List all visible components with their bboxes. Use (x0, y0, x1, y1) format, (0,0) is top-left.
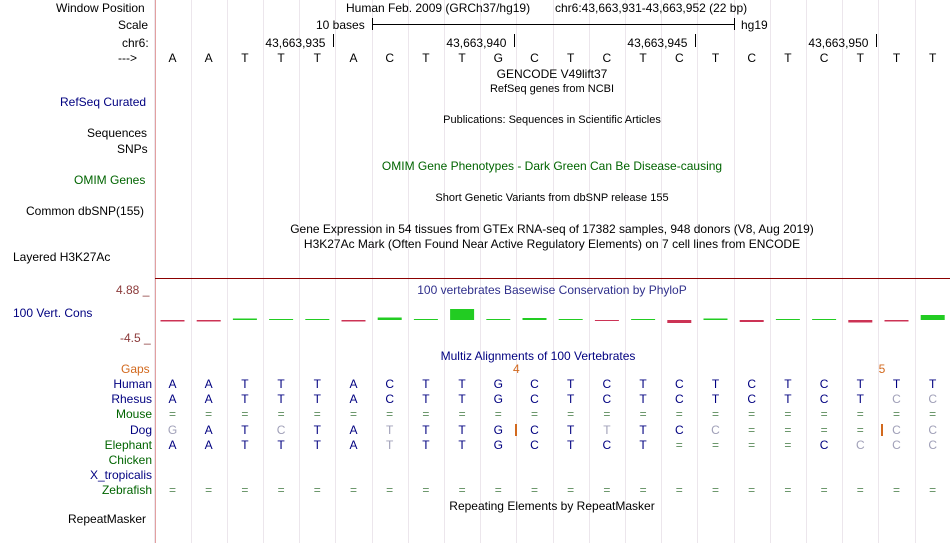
scale-bar-right-cap (734, 18, 735, 30)
phylop-bar (667, 320, 691, 323)
alignment-base: A (168, 377, 177, 391)
alignment-base: T (313, 392, 321, 407)
alignment-base: = (386, 407, 394, 422)
scale-db: hg19 (741, 18, 768, 32)
label-snps[interactable]: SNPs (117, 142, 148, 156)
base-letter: C (674, 51, 684, 65)
alignment-base: T (639, 377, 647, 391)
alignment-base: C (530, 392, 539, 407)
alignment-base: C (385, 377, 395, 391)
phylop-bar (559, 319, 583, 320)
alignment-base: T (856, 392, 864, 407)
alignment-base: = (675, 407, 683, 422)
alignment-base: = (458, 483, 466, 498)
coord-tick-mark (876, 34, 877, 47)
alignment-base: T (567, 392, 575, 407)
alignment-base: = (313, 407, 321, 422)
phylop-description: 100 vertebrates Basewise Conservation by PhyloP (417, 283, 687, 297)
phylop-bar (921, 315, 945, 320)
alignment-base: T (386, 437, 394, 452)
alignment-base: = (929, 483, 937, 498)
label-refseq[interactable]: RefSeq Curated (60, 95, 147, 109)
base-letter: C (385, 51, 395, 65)
phylop-bar (486, 319, 510, 320)
alignment-base: = (675, 483, 683, 498)
species-label[interactable]: Elephant (104, 437, 152, 452)
alignment-base: = (422, 483, 430, 498)
alignment-base: T (711, 377, 720, 391)
alignment-base: T (458, 437, 466, 452)
base-letter: T (784, 51, 792, 65)
phylop-bar (740, 320, 764, 322)
alignment-base: T (567, 377, 575, 391)
scale-bar-left-cap (372, 18, 373, 30)
alignment-base: T (241, 437, 249, 452)
position-title: chr6:43,663,931-43,663,952 (22 bp) (555, 1, 748, 15)
alignment-base: C (892, 422, 901, 437)
coord-tick-label: 43,663,950 (808, 36, 869, 50)
coord-tick-mark (514, 34, 515, 47)
alignment-base: C (530, 422, 539, 437)
alignment-base: T (241, 392, 249, 407)
grid-line (842, 0, 843, 543)
alignment-base: C (819, 437, 829, 452)
alignment-base: = (241, 407, 249, 422)
label-sequences[interactable]: Sequences (87, 126, 148, 140)
alignment-base: = (675, 437, 683, 452)
alignment-base: = (856, 422, 864, 437)
alignment-base: T (458, 377, 466, 391)
alignment-base: A (349, 377, 358, 391)
phylop-bar (378, 318, 402, 321)
alignment-base: = (748, 437, 756, 452)
alignment-base: = (567, 483, 575, 498)
refseq-description: RefSeq genes from NCBI (489, 83, 615, 95)
omim-description: OMIM Gene Phenotypes - Dark Green Can Be Disease-causing (381, 159, 723, 173)
alignment-base: = (205, 483, 213, 498)
phylop-bar (342, 320, 366, 322)
alignment-base: T (784, 377, 792, 391)
alignment-base: = (422, 407, 430, 422)
phylop-bar (450, 309, 474, 320)
alignment-base: T (277, 437, 285, 452)
label-window-position: Window Position (56, 1, 145, 15)
alignment-base: = (494, 483, 502, 498)
alignment-base: T (313, 377, 321, 391)
base-letter: A (349, 51, 358, 65)
alignment-base: = (929, 407, 937, 422)
alignment-base: A (349, 437, 358, 452)
grid-line (227, 0, 228, 543)
alignment-base: T (422, 437, 430, 452)
alignment-base: C (928, 392, 938, 407)
alignment-base: = (856, 483, 864, 498)
assembly-title: Human Feb. 2009 (GRCh37/hg19) (346, 1, 531, 15)
label-phylop-min: -4.5 _ (120, 331, 151, 345)
alignment-base: = (784, 483, 792, 498)
base-letter: T (929, 51, 937, 65)
phylop-bar (233, 319, 257, 321)
alignment-base: T (241, 422, 249, 437)
species-label[interactable]: Zebrafish (101, 483, 152, 498)
label-omim[interactable]: OMIM Genes (74, 173, 146, 187)
alignment-base: = (820, 483, 828, 498)
gap-bar (881, 424, 883, 436)
alignment-base: C (602, 392, 612, 407)
species-label[interactable]: Mouse (115, 407, 152, 422)
alignment-base: C (385, 392, 395, 407)
alignment-base: T (277, 377, 285, 391)
species-label[interactable]: Dog (129, 422, 152, 437)
alignment-base: = (349, 407, 358, 422)
alignment-base: T (711, 392, 720, 407)
base-letter: T (639, 51, 647, 65)
phylop-bar (812, 319, 836, 320)
alignment-base: C (530, 377, 539, 391)
alignment-base: A (349, 392, 358, 407)
grid-line (263, 0, 264, 543)
alignment-base: = (784, 422, 792, 437)
gtex-description: Gene Expression in 54 tissues from GTEx RNA-seq of 17382 samples, 948 donors (V8, Aug 2019) (290, 222, 814, 236)
base-letter: C (602, 51, 612, 65)
alignment-base: T (603, 422, 611, 437)
coord-tick-label: 43,663,940 (446, 36, 507, 50)
alignment-base: T (277, 392, 285, 407)
label-gaps: Gaps (121, 362, 150, 376)
alignment-base: T (313, 422, 321, 437)
repeatmasker-description: Repeating Elements by RepeatMasker (449, 499, 655, 513)
alignment-base: C (747, 377, 757, 391)
alignment-base: T (929, 377, 937, 391)
alignment-base: C (892, 437, 901, 452)
alignment-base: = (856, 407, 864, 422)
alignment-base: = (892, 483, 901, 498)
alignment-base: A (204, 392, 213, 407)
coord-tick-mark (333, 34, 334, 47)
base-letter: T (241, 51, 249, 65)
label-repeatmasker[interactable]: RepeatMasker (68, 512, 147, 526)
grid-line (335, 0, 336, 543)
phylop-bar (848, 320, 872, 323)
phylop-bar (414, 319, 438, 320)
base-letter: C (819, 51, 829, 65)
alignment-base: G (493, 377, 503, 391)
alignment-base: = (168, 483, 177, 498)
alignment-base: C (602, 437, 612, 452)
grid-line (734, 0, 735, 543)
alignment-base: T (313, 437, 321, 452)
grid-line (661, 0, 662, 543)
alignment-base: C (819, 377, 829, 391)
base-letter: A (204, 51, 213, 65)
alignment-base: T (784, 392, 792, 407)
alignment-base: = (277, 407, 285, 422)
alignment-base: G (493, 392, 503, 407)
alignment-base: = (711, 483, 720, 498)
alignment-base: G (167, 422, 178, 437)
alignment-base: = (313, 483, 321, 498)
alignment-base: T (639, 392, 647, 407)
alignment-base: T (422, 377, 430, 391)
phylop-plot (155, 296, 950, 344)
dbsnp-description: Short Genetic Variants from dbSNP release 155 (435, 192, 669, 204)
label-scale: Scale (118, 18, 149, 32)
alignment-base: = (711, 437, 720, 452)
alignment-base: = (820, 422, 828, 437)
species-label[interactable]: Chicken (108, 453, 152, 467)
phylop-bar (197, 320, 221, 322)
phylop-bar (704, 319, 728, 321)
label-dbsnp[interactable]: Common dbSNP(155) (26, 204, 145, 218)
species-label[interactable]: X_tropicalis (89, 468, 152, 483)
alignment-base: T (386, 422, 394, 437)
alignment-base: T (567, 437, 575, 452)
multiz-description: Multiz Alignments of 100 Vertebrates (440, 349, 636, 363)
alignment-base: A (168, 437, 177, 452)
phylop-bar (776, 319, 800, 320)
alignment-base: C (602, 377, 612, 391)
alignment-base: G (493, 422, 503, 437)
alignment-base: = (784, 437, 792, 452)
phylop-bar (305, 319, 329, 320)
phylop-bar (269, 319, 293, 320)
alignment-base: = (711, 407, 720, 422)
alignment-base: = (567, 407, 575, 422)
gap-count: 5 (878, 362, 886, 376)
h3k27ac-description: H3K27Ac Mark (Often Found Near Active Regulatory Elements) on 7 cell lines from ENCODE (303, 237, 801, 251)
h3k27ac-baseline (155, 278, 950, 279)
alignment-base: C (711, 422, 720, 437)
alignment-base: T (458, 422, 466, 437)
alignment-base: = (168, 407, 177, 422)
alignment-base: T (241, 377, 249, 391)
alignment-base: T (892, 377, 901, 391)
alignment-base: = (241, 483, 249, 498)
alignment-base: = (748, 407, 756, 422)
alignment-base: = (639, 483, 647, 498)
phylop-bar (631, 319, 655, 320)
base-letter: T (313, 51, 321, 65)
publications-description: Publications: Sequences in Scientific Articles (443, 114, 661, 126)
grid-line (408, 0, 409, 543)
base-letter: C (747, 51, 757, 65)
scale-text: 10 bases (316, 18, 365, 32)
alignment-base: C (674, 377, 684, 391)
base-letter: T (711, 51, 720, 65)
alignment-base: T (458, 392, 466, 407)
phylop-bar (885, 320, 909, 322)
alignment-base: C (928, 422, 938, 437)
alignment-base: = (784, 407, 792, 422)
species-label[interactable]: Rhesus (111, 392, 152, 407)
alignment-base: C (747, 392, 757, 407)
alignment-base: C (892, 392, 901, 407)
alignment-base: T (639, 437, 647, 452)
grid-line (625, 0, 626, 543)
grid-line (697, 0, 698, 543)
alignment-base: C (928, 437, 938, 452)
alignment-base: = (603, 483, 611, 498)
base-letter: T (458, 51, 466, 65)
label-phylop[interactable]: 100 Vert. Cons (13, 306, 93, 320)
gap-count: 4 (513, 362, 520, 376)
alignment-base: A (349, 422, 358, 437)
alignment-base: = (603, 407, 611, 422)
base-letter: T (277, 51, 285, 65)
gencode-title[interactable]: GENCODE V49lift37 (496, 67, 608, 81)
base-letter: G (493, 51, 503, 65)
label-phylop-max: 4.88 _ (116, 283, 150, 297)
alignment-base: A (168, 392, 177, 407)
alignment-base: = (494, 407, 502, 422)
alignment-base: = (530, 407, 539, 422)
alignment-base: T (567, 422, 575, 437)
grid-line (299, 0, 300, 543)
alignment-base: = (458, 407, 466, 422)
alignment-base: T (856, 377, 864, 391)
phylop-bar (523, 318, 547, 320)
alignment-base: C (530, 437, 539, 452)
alignment-base: = (748, 483, 756, 498)
grid-line (878, 0, 879, 543)
alignment-base: T (422, 392, 430, 407)
alignment-base: = (639, 407, 647, 422)
gap-bar (515, 424, 517, 436)
alignment-base: = (530, 483, 539, 498)
alignment-base: = (386, 483, 394, 498)
alignment-base: = (349, 483, 358, 498)
grid-line (770, 0, 771, 543)
base-letter: T (892, 51, 901, 65)
alignment-base: G (493, 437, 503, 452)
base-letter: T (856, 51, 864, 65)
alignment-base: = (892, 407, 901, 422)
base-letter: T (422, 51, 430, 65)
grid-line (915, 0, 916, 543)
label-h3k27ac[interactable]: Layered H3K27Ac (13, 250, 111, 264)
alignment-base: T (422, 422, 430, 437)
phylop-bar (161, 320, 185, 322)
grid-line (154, 0, 155, 543)
alignment-base: C (674, 422, 684, 437)
base-letter: C (530, 51, 539, 65)
phylop-bar (595, 320, 619, 321)
alignment-base: C (855, 437, 865, 452)
coord-tick-label: 43,663,935 (265, 36, 326, 50)
label-strand-arrow[interactable]: ---> (118, 51, 137, 65)
scale-bar (372, 24, 734, 25)
grid-line (372, 0, 373, 543)
grid-line (191, 0, 192, 543)
alignment-base: = (277, 483, 285, 498)
alignment-base: = (820, 407, 828, 422)
alignment-base: A (204, 422, 213, 437)
grid-line (444, 0, 445, 543)
alignment-base: A (204, 377, 213, 391)
alignment-base: C (674, 392, 684, 407)
label-chrom: chr6: (122, 36, 149, 50)
base-letter: T (567, 51, 575, 65)
coord-tick-mark (695, 34, 696, 47)
base-letter: A (168, 51, 177, 65)
alignment-base: = (748, 422, 756, 437)
coord-tick-label: 43,663,945 (627, 36, 688, 50)
alignment-base: = (205, 407, 213, 422)
species-label[interactable]: Human (113, 377, 152, 391)
alignment-base: C (276, 422, 286, 437)
grid-line (480, 0, 481, 543)
alignment-base: A (204, 437, 213, 452)
alignment-base: T (639, 422, 647, 437)
alignment-base: C (819, 392, 829, 407)
grid-line (806, 0, 807, 543)
